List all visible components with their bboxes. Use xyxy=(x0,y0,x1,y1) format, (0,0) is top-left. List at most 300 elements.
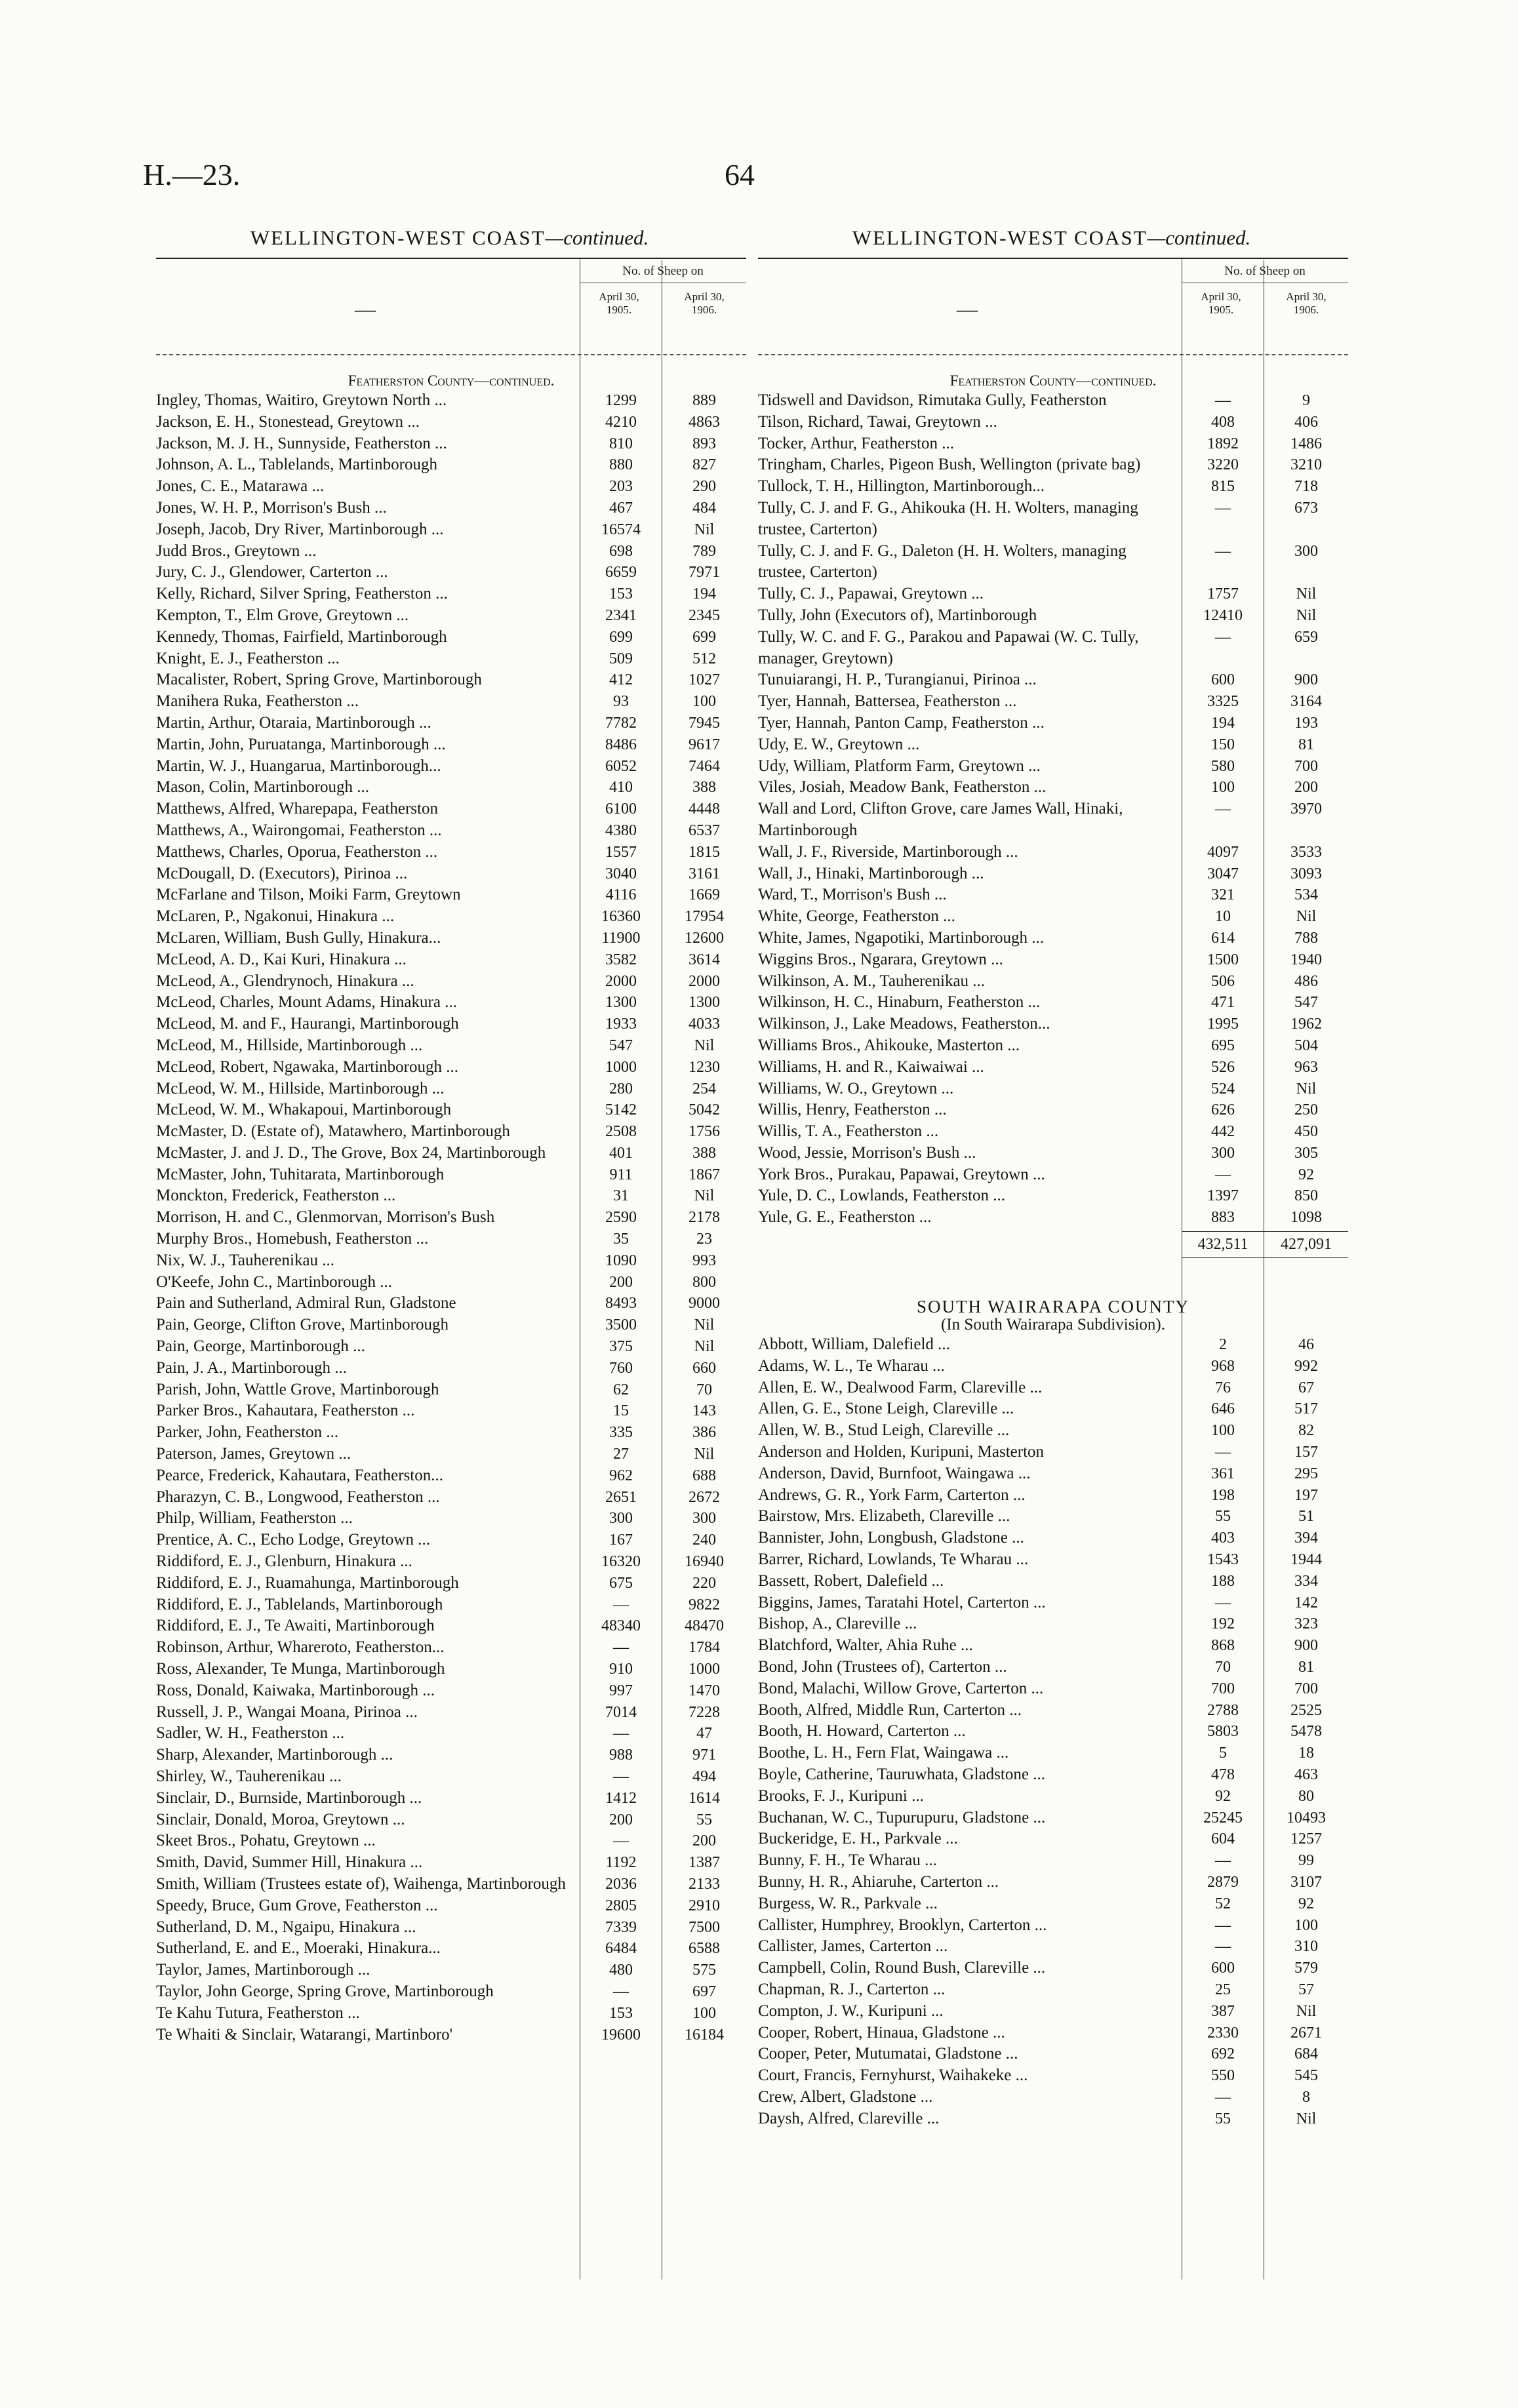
owner-name: McLaren, William, Bush Gully, Hinakura... xyxy=(156,928,441,947)
sheep-1906: 3970 xyxy=(1290,800,1322,818)
sheep-1906: 2525 xyxy=(1290,1701,1322,1719)
owner-name: Kennedy, Thomas, Fairfield, Martinborough xyxy=(156,627,447,646)
table-row xyxy=(156,454,746,476)
sheep-1906: 5042 xyxy=(689,1101,720,1119)
sheep-1906: 17954 xyxy=(685,908,724,926)
sheep-1905: 280 xyxy=(609,1080,633,1097)
owner-name: Wood, Jessie, Morrison's Bush ... xyxy=(758,1143,976,1162)
sheep-1905: 600 xyxy=(1211,1960,1235,1977)
table-row xyxy=(156,1379,746,1401)
sheep-1906: 534 xyxy=(1294,886,1318,904)
sheep-1906: 305 xyxy=(1294,1144,1318,1162)
owner-name: White, James, Ngapotiki, Martinborough ... xyxy=(758,928,1045,947)
table-row xyxy=(156,1444,746,1465)
sheep-1906: 290 xyxy=(692,478,716,496)
sheep-1906: 4863 xyxy=(689,413,720,431)
owner-name: Yule, D. C., Lowlands, Featherston ... xyxy=(758,1187,1006,1205)
sheep-1906: 2671 xyxy=(1290,2024,1322,2042)
sheep-1905: 5 xyxy=(1219,1745,1227,1762)
sheep-1906: 334 xyxy=(1294,1572,1318,1590)
sheep-1906: 47 xyxy=(696,1725,712,1743)
table-row xyxy=(156,1852,746,1874)
table-row xyxy=(156,1078,746,1100)
sheep-1905: 646 xyxy=(1211,1400,1235,1418)
sheep-1906: 1614 xyxy=(689,1789,720,1807)
table-row xyxy=(156,627,746,648)
sheep-1905: — xyxy=(1215,1938,1231,1956)
table-row xyxy=(758,669,1348,691)
table-row xyxy=(758,454,1348,476)
sheep-1905: 70 xyxy=(1215,1659,1231,1676)
sheep-1906: 100 xyxy=(1294,1916,1318,1934)
owner-name: O'Keefe, John C., Martinborough ... xyxy=(156,1273,392,1291)
sheep-1905: 100 xyxy=(1211,779,1235,797)
sheep-1905: 2805 xyxy=(605,1897,637,1914)
sheep-1905: 760 xyxy=(609,1359,633,1377)
table-row xyxy=(758,1700,1348,1722)
table-row xyxy=(758,777,1348,799)
sheep-1905: 31 xyxy=(613,1187,629,1205)
sheep-1905: — xyxy=(1215,1916,1231,1934)
sheep-1906: 579 xyxy=(1294,1960,1318,1977)
table-row xyxy=(758,1099,1348,1121)
owner-name: Pain, J. A., Martinborough ... xyxy=(156,1358,347,1377)
sheep-1905: — xyxy=(1215,2088,1231,2106)
owner-name: Riddiford, E. J., Tablelands, Martinborough xyxy=(156,1595,443,1613)
sheep-1905: 467 xyxy=(609,499,633,517)
sheep-1906: Nil xyxy=(1296,1080,1317,1097)
header-1905: April 30, 1905. xyxy=(1201,290,1241,316)
table-body xyxy=(156,355,746,2045)
table-row xyxy=(156,1766,746,1788)
table-row xyxy=(758,2043,1348,2065)
owner-name: Abbott, William, Dalefield ... xyxy=(758,1335,950,1354)
sheep-1905: — xyxy=(1215,800,1231,818)
table-row xyxy=(156,541,746,563)
owner-name: Riddiford, E. J., Glenburn, Hinakura ... xyxy=(156,1552,412,1571)
table-row xyxy=(758,1743,1348,1764)
sheep-1905: 194 xyxy=(1211,714,1235,732)
sheep-1905: 997 xyxy=(609,1682,633,1699)
sheep-1905: 192 xyxy=(1211,1615,1235,1633)
sheep-1906: 9000 xyxy=(689,1295,720,1313)
owner-name: Sinclair, Donald, Moroa, Greytown ... xyxy=(156,1810,405,1828)
sheep-1906: 486 xyxy=(1294,972,1318,990)
sheep-1905: 3047 xyxy=(1207,865,1239,882)
sheep-1905: 1557 xyxy=(605,843,637,861)
sheep-1906: 142 xyxy=(1294,1594,1318,1611)
sheep-1905: 550 xyxy=(1211,2067,1235,2085)
table-row xyxy=(758,713,1348,734)
owner-name: Prentice, A. C., Echo Lodge, Greytown ... xyxy=(156,1531,430,1549)
table-row xyxy=(758,1571,1348,1592)
table-header xyxy=(758,258,1348,355)
table-row xyxy=(156,1293,746,1314)
sheep-1905: 6100 xyxy=(605,800,637,818)
owner-name: McFarlane and Tilson, Moiki Farm, Greytown xyxy=(156,886,461,904)
table-row xyxy=(758,863,1348,885)
table-row xyxy=(758,1549,1348,1571)
sheep-1905: 27 xyxy=(613,1446,629,1463)
sheep-1906: 300 xyxy=(692,1510,716,1528)
header-1905: April 30, 1905. xyxy=(599,290,639,316)
sheep-1905: 361 xyxy=(1211,1465,1235,1482)
sheep-1906: 81 xyxy=(1298,736,1314,753)
sheep-1905: 478 xyxy=(1211,1766,1235,1784)
sheep-1905: 1090 xyxy=(605,1252,637,1269)
table-row xyxy=(758,928,1348,949)
table-row xyxy=(156,1917,746,1939)
owner-name: Wilkinson, H. C., Hinaburn, Featherston ... xyxy=(758,993,1041,1012)
sheep-1906: 220 xyxy=(692,1574,716,1592)
row-list xyxy=(758,1334,1348,2129)
sheep-1905: 1892 xyxy=(1207,435,1239,452)
sheep-1905: — xyxy=(613,1983,629,2000)
table-row xyxy=(758,1057,1348,1078)
owner-name: McLeod, A. D., Kai Kuri, Hinakura ... xyxy=(156,950,407,968)
sheep-1905: 4097 xyxy=(1207,843,1239,861)
sheep-1906: 1944 xyxy=(1290,1551,1322,1569)
sheep-1906: Nil xyxy=(1296,585,1317,603)
table-row xyxy=(156,1014,746,1035)
table-row xyxy=(758,1850,1348,1872)
owner-name: Murphy Bros., Homebush, Featherston ... xyxy=(156,1230,429,1248)
owner-name: Bannister, John, Longbush, Gladstone ... xyxy=(758,1529,1024,1547)
owner-name: Sinclair, D., Burnside, Martinborough ... xyxy=(156,1788,422,1807)
table-row xyxy=(156,691,746,713)
sheep-1905: 1543 xyxy=(1207,1551,1239,1569)
sheep-1905: 815 xyxy=(1211,478,1235,496)
table-row xyxy=(156,799,746,820)
sheep-1906: 788 xyxy=(1294,929,1318,947)
sheep-1905: 471 xyxy=(1211,994,1235,1012)
owner-name: Morrison, H. and C., Glenmorvan, Morrison's Bush xyxy=(156,1208,495,1227)
owner-name: Allen, E. W., Dealwood Farm, Clareville ... xyxy=(758,1378,1043,1396)
table-row xyxy=(156,1207,746,1229)
sheep-1906: 504 xyxy=(1294,1036,1318,1054)
table-row xyxy=(758,1786,1348,1807)
owner-name: Taylor, John George, Spring Grove, Martinborough xyxy=(156,1982,494,2000)
table-row xyxy=(758,1164,1348,1186)
total-1905: 432,511 xyxy=(1182,1231,1264,1258)
table-row xyxy=(156,1830,746,1852)
sheep-1905: 8486 xyxy=(605,736,637,753)
row-list xyxy=(758,390,1348,1229)
table-row xyxy=(758,1635,1348,1657)
sheep-1906: 9 xyxy=(1302,392,1310,409)
sheep-1906: 545 xyxy=(1294,2067,1318,2085)
sheep-1905: 698 xyxy=(609,542,633,560)
sheep-1905: 2000 xyxy=(605,972,637,990)
owner-name: Speedy, Bruce, Gum Grove, Featherston ... xyxy=(156,1896,438,1914)
owner-name: Court, Francis, Fernyhurst, Waihakeke ... xyxy=(758,2066,1028,2085)
sheep-1905: 408 xyxy=(1211,413,1235,431)
sheep-1906: 512 xyxy=(692,650,716,667)
sheep-1905: 200 xyxy=(609,1273,633,1291)
owner-name: Bairstow, Mrs. Elizabeth, Clareville ... xyxy=(758,1507,1010,1526)
table-row xyxy=(758,1613,1348,1635)
sheep-1906: 92 xyxy=(1298,1895,1314,1912)
sheep-1906: Nil xyxy=(694,1036,715,1054)
table-row xyxy=(156,1358,746,1379)
owner-name: Boyle, Catherine, Tauruwhata, Gladstone ... xyxy=(758,1766,1045,1784)
sheep-1905: 910 xyxy=(609,1661,633,1678)
sheep-1906: 81 xyxy=(1298,1659,1314,1676)
owner-name: Wall and Lord, Clifton Grove, care James Wall, Hinaki, Martinborough xyxy=(758,800,1123,839)
table-row xyxy=(156,1530,746,1551)
owner-name: Pharazyn, C. B., Longwood, Featherston ... xyxy=(156,1488,440,1506)
table-row xyxy=(156,1615,746,1637)
sheep-1905: 16574 xyxy=(601,521,641,538)
table-row xyxy=(156,390,746,412)
sheep-1906: 9822 xyxy=(689,1596,720,1613)
table-row xyxy=(156,1164,746,1186)
sheep-1906: 6588 xyxy=(689,1940,720,1958)
owner-name: Booth, H. Howard, Carterton ... xyxy=(758,1722,966,1741)
owner-name: Anderson and Holden, Kuripuni, Masterton xyxy=(758,1443,1045,1461)
owner-name: McMaster, J. and J. D., The Grove, Box 24, Martinborough xyxy=(156,1143,546,1162)
header-1906: April 30, 1906. xyxy=(684,290,725,316)
sheep-1906: 2000 xyxy=(689,972,720,990)
sheep-1905: 2788 xyxy=(1207,1701,1239,1719)
owner-name: Wiggins Bros., Ngarara, Greytown ... xyxy=(758,950,1003,968)
sheep-1906: 295 xyxy=(1294,1465,1318,1482)
table-row xyxy=(156,949,746,971)
sheep-1906: 4448 xyxy=(689,800,720,818)
sheep-1905: 2341 xyxy=(605,606,637,624)
table-row xyxy=(156,756,746,778)
sheep-1906: 494 xyxy=(692,1768,716,1785)
sheep-1906: 194 xyxy=(692,585,716,603)
owner-name: Ross, Alexander, Te Munga, Martinborough xyxy=(156,1660,445,1678)
sheep-1905: 6484 xyxy=(605,1940,637,1958)
table-row xyxy=(156,1573,746,1594)
table-row xyxy=(758,1356,1348,1377)
sheep-1905: 25 xyxy=(1215,1981,1231,1998)
owner-name: Te Kahu Tutura, Featherston ... xyxy=(156,2003,360,2022)
sheep-1906: 450 xyxy=(1294,1123,1318,1141)
sheep-1905: — xyxy=(613,1725,629,1743)
sheep-1905: 5142 xyxy=(605,1101,637,1119)
table-row xyxy=(156,1487,746,1509)
sheep-1906: 659 xyxy=(1294,628,1318,646)
owner-name: Boothe, L. H., Fern Flat, Waingawa ... xyxy=(758,1744,1009,1762)
table-row xyxy=(156,2024,746,2046)
sheep-1906: 323 xyxy=(1294,1615,1318,1633)
owner-name: Sutherland, D. M., Ngaipu, Hinakura ... xyxy=(156,1918,416,1936)
table-row xyxy=(758,1121,1348,1143)
table-row xyxy=(758,1078,1348,1100)
sheep-1905: 3325 xyxy=(1207,693,1239,711)
table-row xyxy=(758,541,1348,584)
owner-name: Wall, J., Hinaki, Martinborough ... xyxy=(758,864,984,882)
sheep-1905: 1757 xyxy=(1207,585,1239,603)
owner-name: Tyer, Hannah, Panton Camp, Featherston ... xyxy=(758,713,1045,732)
sheep-1906: 993 xyxy=(692,1252,716,1269)
sheep-1906: 7971 xyxy=(689,564,720,582)
table-row xyxy=(758,1207,1348,1229)
table-row xyxy=(758,1936,1348,1958)
sheep-1905: 1299 xyxy=(605,392,637,409)
sheep-1906: 660 xyxy=(692,1359,716,1377)
sheep-1906: 517 xyxy=(1294,1400,1318,1418)
owner-name: Booth, Alfred, Middle Run, Carterton ... xyxy=(758,1701,1022,1719)
owner-name: Brooks, F. J., Kuripuni ... xyxy=(758,1786,924,1805)
table-row xyxy=(156,605,746,627)
sheep-1905: — xyxy=(1215,1594,1231,1611)
sheep-1906: Nil xyxy=(694,1446,715,1463)
owner-name: McLeod, M. and F., Haurangi, Martinborough xyxy=(156,1015,459,1033)
table-body xyxy=(758,355,1348,2130)
sheep-1905: 401 xyxy=(609,1144,633,1162)
sheep-1905: 2651 xyxy=(605,1488,637,1506)
table-row xyxy=(758,583,1348,605)
sheep-1905: 200 xyxy=(609,1811,633,1828)
sheep-1905: — xyxy=(613,1768,629,1785)
sheep-1906: 200 xyxy=(1294,779,1318,797)
owner-name: Te Whaiti & Sinclair, Watarangi, Martinboro' xyxy=(156,2025,453,2043)
owner-name: Riddiford, E. J., Te Awaiti, Martinborough xyxy=(156,1617,435,1635)
sheep-1906: 463 xyxy=(1294,1766,1318,1784)
owner-name: Sharp, Alexander, Martinborough ... xyxy=(156,1746,393,1764)
sheep-1905: 1412 xyxy=(605,1789,637,1807)
owner-name: Bunny, H. R., Ahiaruhe, Carterton ... xyxy=(758,1873,999,1891)
table-row xyxy=(758,1979,1348,2001)
sheep-1905: 153 xyxy=(609,2004,633,2022)
sheep-1905: — xyxy=(1215,1444,1231,1461)
sheep-1906: 8 xyxy=(1302,2088,1310,2106)
table-row xyxy=(758,433,1348,455)
sheep-1905: 506 xyxy=(1211,972,1235,990)
sheep-1905: — xyxy=(613,1596,629,1613)
section-subheading: (In South Wairarapa Subdivision). xyxy=(941,1316,1165,1334)
owner-name: Manihera Ruka, Featherston ... xyxy=(156,692,359,711)
section-heading-south-wairarapa: SOUTH WAIRARAPA COUNTY xyxy=(916,1297,1190,1317)
total-row xyxy=(758,1231,1348,1258)
sheep-1906: 3164 xyxy=(1290,693,1322,711)
sheep-1906: Nil xyxy=(1296,908,1317,926)
sheep-1905: — xyxy=(1215,1852,1231,1870)
sheep-1906: 92 xyxy=(1298,1166,1314,1183)
sheep-1905: 442 xyxy=(1211,1123,1235,1141)
left-column xyxy=(156,226,746,2045)
owner-name: Skeet Bros., Pohatu, Greytown ... xyxy=(156,1832,376,1850)
table-row xyxy=(156,412,746,433)
table-row xyxy=(156,1702,746,1724)
sheep-1906: 971 xyxy=(692,1747,716,1764)
sheep-1905: 626 xyxy=(1211,1101,1235,1119)
table-row xyxy=(758,1420,1348,1442)
table-row xyxy=(156,1981,746,2003)
owner-name: Burgess, W. R., Parkvale ... xyxy=(758,1894,938,1912)
table-row xyxy=(156,884,746,906)
sheep-1905: 25245 xyxy=(1203,1809,1243,1826)
sheep-1906: 1387 xyxy=(689,1854,720,1872)
owner-name: Nix, W. J., Tauherenikau ... xyxy=(156,1251,335,1269)
owner-name: Williams, W. O., Greytown ... xyxy=(758,1079,954,1097)
table-row xyxy=(758,1828,1348,1850)
sheep-1906: 827 xyxy=(692,456,716,474)
sheep-1905: 387 xyxy=(1211,2002,1235,2020)
sheep-1905: 7339 xyxy=(605,1918,637,1936)
sheep-1906: 80 xyxy=(1298,1787,1314,1805)
sheep-1905: 880 xyxy=(609,456,633,474)
sheep-1905: 7782 xyxy=(605,714,637,732)
sheep-1905: 55 xyxy=(1215,2110,1231,2127)
owner-name: Johnson, A. L., Tablelands, Martinborough xyxy=(156,456,438,474)
sheep-1906: 3107 xyxy=(1290,1874,1322,1891)
table-row xyxy=(156,1874,746,1895)
owner-name: Sutherland, E. and E., Moeraki, Hinakura... xyxy=(156,1939,441,1958)
sheep-1906: 2910 xyxy=(689,1897,720,1914)
sheep-1906: 789 xyxy=(692,542,716,560)
sheep-1906: 3161 xyxy=(689,865,720,882)
table-row xyxy=(758,412,1348,433)
table-row xyxy=(758,627,1348,670)
name-column-header: — xyxy=(355,297,376,321)
sheep-1906: 1756 xyxy=(689,1123,720,1141)
sheep-1905: 55 xyxy=(1215,1508,1231,1526)
owner-name: Monckton, Frederick, Featherston ... xyxy=(156,1187,396,1205)
sheep-1906: 7945 xyxy=(689,714,720,732)
table-row xyxy=(758,756,1348,778)
sheep-1905: 300 xyxy=(1211,1144,1235,1162)
sheep-1906: 2133 xyxy=(689,1875,720,1893)
table-row xyxy=(156,1336,746,1358)
sheep-1906: Nil xyxy=(1296,2002,1317,2020)
sheep-1906: 55 xyxy=(696,1811,712,1828)
sheep-1906: 547 xyxy=(1294,994,1318,1012)
owner-name: Jackson, M. J. H., Sunnyside, Featherston ... xyxy=(156,434,447,452)
sheep-1906: 1230 xyxy=(689,1058,720,1076)
sheep-1905: 675 xyxy=(609,1574,633,1592)
owner-name: Tyer, Hannah, Battersea, Featherston ... xyxy=(758,692,1017,711)
name-column-header: — xyxy=(957,297,978,321)
owner-name: Wilkinson, J., Lake Meadows, Featherston... xyxy=(758,1015,1050,1033)
column-heading: WELLINGTON-WEST COAST—continued. xyxy=(250,226,649,249)
sheep-1906: 1815 xyxy=(689,843,720,861)
owner-name: Bunny, F. H., Te Wharau ... xyxy=(758,1851,937,1870)
sheep-1905: 2330 xyxy=(1207,2024,1239,2042)
table-row xyxy=(156,1938,746,1960)
sheep-1906: 1027 xyxy=(689,671,720,689)
sheep-1905: 4380 xyxy=(605,821,637,839)
owner-name: Matthews, A., Wairongomai, Featherston ... xyxy=(156,821,442,839)
table-row xyxy=(156,1745,746,1766)
owner-name: Bishop, A., Clareville ... xyxy=(758,1615,917,1633)
owner-name: Chapman, R. J., Carterton ... xyxy=(758,1980,946,1998)
sheep-1906: Nil xyxy=(1296,2110,1317,2127)
table-row xyxy=(156,1465,746,1487)
right-column xyxy=(758,226,1348,2130)
owner-name: Campbell, Colin, Round Bush, Clareville ... xyxy=(758,1959,1046,1977)
sheep-1906: 1962 xyxy=(1290,1016,1322,1033)
sheep-1905: 1300 xyxy=(605,994,637,1012)
sheep-1906: Nil xyxy=(694,521,715,538)
table-row xyxy=(758,1915,1348,1937)
sheep-1906: 16940 xyxy=(685,1553,724,1571)
sheep-1906: 699 xyxy=(692,628,716,646)
table-row xyxy=(758,2087,1348,2108)
owner-name: Biggins, James, Taratahi Hotel, Carterton ... xyxy=(758,1593,1046,1611)
owner-name: Parish, John, Wattle Grove, Martinborough xyxy=(156,1380,439,1398)
sheep-1905: 3582 xyxy=(605,951,637,968)
sheep-1906: 16184 xyxy=(685,2026,724,2043)
owner-name: Shirley, W., Tauherenikau ... xyxy=(156,1767,342,1785)
sheep-1905: 1192 xyxy=(605,1854,637,1872)
owner-name: White, George, Featherston ... xyxy=(758,907,955,926)
sheep-1906: Nil xyxy=(1296,606,1317,624)
